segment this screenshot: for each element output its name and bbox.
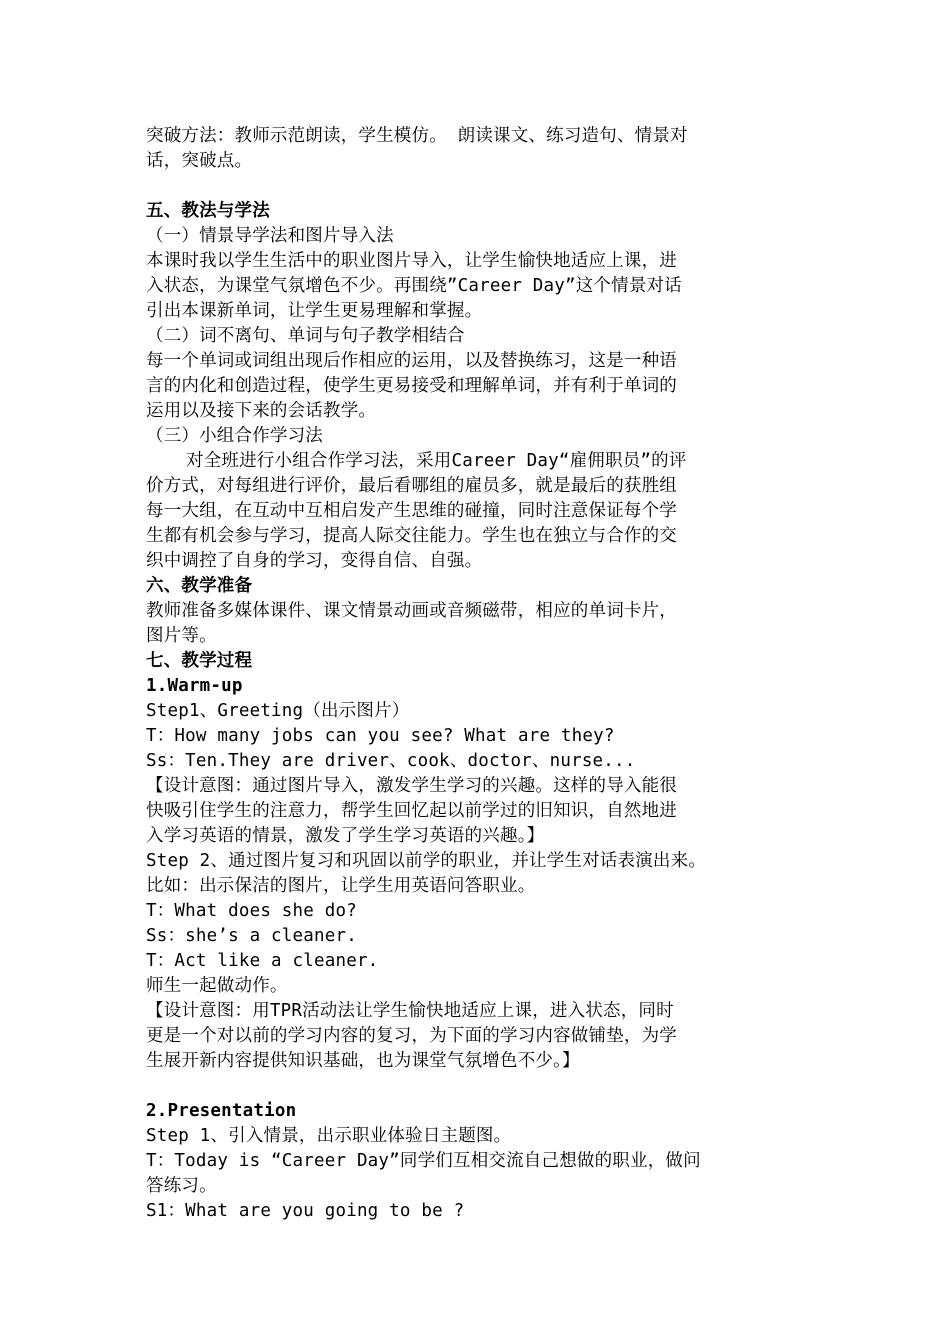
text-line: 言的内化和创造过程，使学生更易接受和理解单词，并有利于单词的 bbox=[146, 376, 677, 396]
text-line: 每一个单词或词组出现后作相应的运用，以及替换练习，这是一种语 bbox=[146, 351, 677, 371]
text-line: 运用以及接下来的会话教学。 bbox=[146, 401, 377, 421]
text-line: 答练习。 bbox=[146, 1176, 217, 1196]
blank-line bbox=[146, 174, 826, 199]
text-line: 【设计意图：通过图片导入，激发学生学习的兴趣。这样的导入能很 bbox=[146, 776, 677, 796]
text-line: 【设计意图：用TPR活动法让学生愉快地适应上课，进入状态，同时 bbox=[146, 1001, 674, 1021]
subsection-heading: （二）词不离句、单词与句子教学相结合 bbox=[146, 326, 465, 346]
text-line: 突破方法：教师示范朗读，学生模仿。 朗读课文、练习造句、情景对 bbox=[146, 126, 688, 146]
text-line: Step 2、通过图片复习和巩固以前学的职业，并让学生对话表演出来。 bbox=[146, 851, 707, 871]
text-line: T：What does she do? bbox=[146, 901, 357, 921]
text-line: 师生一起做动作。 bbox=[146, 976, 288, 996]
text-line: 对全班进行小组合作学习法，采用Career Day“雇佣职员”的评 bbox=[186, 451, 687, 471]
text-line: Ss：she’s a cleaner. bbox=[146, 926, 357, 946]
text-line: 比如：出示保洁的图片，让学生用英语问答职业。 bbox=[146, 876, 536, 896]
subsection-heading: （一）情景导学法和图片导入法 bbox=[146, 226, 394, 246]
text-line: 更是一个对以前的学习内容的复习，为下面的学习内容做铺垫，为学 bbox=[146, 1026, 677, 1046]
text-line: 价方式，对每组进行评价，最后看哪组的雇员多，就是最后的获胜组 bbox=[146, 476, 677, 496]
step-heading: 1.Warm-up bbox=[146, 676, 243, 696]
text-line: Step1、Greeting（出示图片） bbox=[146, 701, 410, 721]
text-line: 生展开新内容提供知识基础，也为课堂气氛增色不少。】 bbox=[146, 1051, 580, 1071]
text-line: Step 1、引入情景，出示职业体验日主题图。 bbox=[146, 1126, 512, 1146]
text-line: 快吸引住学生的注意力，帮学生回忆起以前学过的旧知识，自然地进 bbox=[146, 801, 677, 821]
text-line: Ss：Ten.They are driver、cook、doctor、nurse... bbox=[146, 751, 636, 771]
subsection-heading: （三）小组合作学习法 bbox=[146, 426, 323, 446]
text-line: T：Act like a cleaner. bbox=[146, 951, 379, 971]
text-line: 入状态，为课堂气氛增色不少。再围绕”Career Day”这个情景对话 bbox=[146, 276, 682, 296]
section-heading: 七、教学过程 bbox=[146, 651, 253, 671]
text-line: 本课时我以学生生活中的职业图片导入，让学生愉快地适应上课，进 bbox=[146, 251, 677, 271]
text-line: 每一大组，在互动中互相启发产生思维的碰撞，同时注意保证每个学 bbox=[146, 501, 677, 521]
text-line: 话，突破点。 bbox=[146, 151, 253, 171]
text-line: 织中调控了自身的学习，变得自信、自强。 bbox=[146, 551, 483, 571]
section-heading: 六、教学准备 bbox=[146, 576, 253, 596]
section-heading: 五、教法与学法 bbox=[146, 201, 270, 221]
text-line: 生都有机会参与学习，提高人际交往能力。学生也在独立与合作的交 bbox=[146, 526, 677, 546]
text-line: 图片等。 bbox=[146, 626, 217, 646]
blank-line bbox=[146, 1074, 826, 1099]
step-heading: 2.Presentation bbox=[146, 1101, 297, 1121]
document-page bbox=[146, 124, 826, 1224]
text-line: 引出本课新单词，让学生更易理解和掌握。 bbox=[146, 301, 483, 321]
text-line: S1：What are you going to be ? bbox=[146, 1201, 465, 1221]
text-line: T：Today is “Career Day”同学们互相交流自己想做的职业，做问 bbox=[146, 1151, 701, 1171]
text-line: 入学习英语的情景，激发了学生学习英语的兴趣。】 bbox=[146, 826, 545, 846]
text-line: T：How many jobs can you see? What are they? bbox=[146, 726, 615, 746]
text-line: 教师准备多媒体课件、课文情景动画或音频磁带，相应的单词卡片， bbox=[146, 601, 677, 621]
